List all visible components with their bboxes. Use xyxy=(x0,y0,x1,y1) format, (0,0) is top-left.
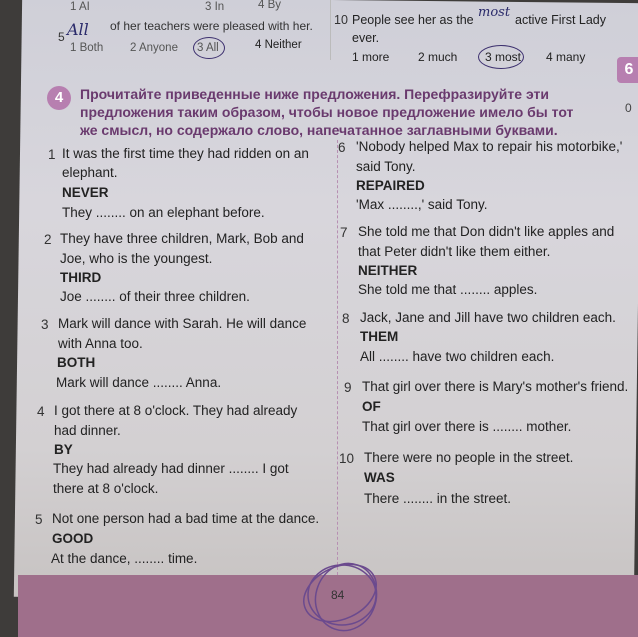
prev-option: 3 In xyxy=(205,1,225,13)
question-text: People see her as the xyxy=(352,13,474,27)
answer-line: Mark will dance ........ Anna. xyxy=(56,375,222,390)
answer-line: Joe ........ of their three children. xyxy=(60,289,250,304)
key-word: BY xyxy=(54,442,73,457)
section-tab: 6 xyxy=(617,57,638,83)
item-text: had dinner. xyxy=(54,423,121,438)
item-number: 4 xyxy=(37,404,45,419)
exercise-number-badge: 4 xyxy=(47,86,71,110)
item-text: said Tony. xyxy=(356,159,416,174)
instruction-line: же смысл, но содержало слово, напечатанное заглавными буквами. xyxy=(80,122,558,138)
item-text: Jack, Jane and Jill have two children each. xyxy=(360,310,616,325)
key-word: BOTH xyxy=(57,355,96,370)
answer-line: They had already had dinner ........ I got xyxy=(53,461,289,476)
answer-line: She told me that ........ apples. xyxy=(358,282,538,297)
item-number: 9 xyxy=(344,380,352,395)
item-number: 7 xyxy=(340,225,348,240)
page-number: 84 xyxy=(331,588,345,602)
question-text: ever. xyxy=(352,31,380,45)
item-number: 5 xyxy=(35,512,43,527)
item-number: 6 xyxy=(338,140,346,155)
instruction-line: предложения таким образом, чтобы новое предложение имело бы тот xyxy=(80,104,574,120)
item-text: that Peter didn't like them either. xyxy=(358,244,551,259)
answer-line: 'Max ........,' said Tony. xyxy=(356,197,488,212)
answer-line: That girl over there is ........ mother. xyxy=(362,419,572,434)
item-text: Not one person had a bad time at the dance. xyxy=(52,511,320,526)
prev-option: 4 By xyxy=(258,0,282,11)
key-word: THEM xyxy=(360,329,399,344)
prev-option: 1 AI xyxy=(70,1,90,13)
item-text: elephant. xyxy=(62,165,118,180)
answer-circle xyxy=(193,37,225,59)
key-word: GOOD xyxy=(52,531,94,546)
item-text: Joe, who is the youngest. xyxy=(60,251,213,266)
answer-line: They ........ on an elephant before. xyxy=(62,205,265,220)
item-text: with Anna too. xyxy=(58,336,143,351)
exercise-instruction xyxy=(80,85,600,139)
key-word: WAS xyxy=(364,470,395,485)
answer-circle xyxy=(478,45,524,69)
answer-line: All ........ have two children each. xyxy=(360,349,555,364)
item-text: I got there at 8 o'clock. They had already xyxy=(54,403,298,418)
item-number: 8 xyxy=(342,311,350,326)
answer-line: At the dance, ........ time. xyxy=(51,551,198,566)
option: 1 more xyxy=(352,50,390,64)
option: 3 All xyxy=(197,42,219,54)
instruction-line: Прочитайте приведенные ниже предложения. Перефразируйте эти xyxy=(80,86,549,102)
answer-line: There ........ in the street. xyxy=(364,491,512,506)
item-text: There were no people in the street. xyxy=(364,450,574,465)
item-number: 1 xyxy=(48,147,56,162)
question-number: 5 xyxy=(58,30,65,44)
item-number: 10 xyxy=(339,451,355,466)
option: 4 many xyxy=(546,50,586,64)
key-word: REPAIRED xyxy=(356,178,425,193)
option: 2 much xyxy=(418,50,458,64)
side-text: 0 xyxy=(625,101,632,115)
item-text: Mark will dance with Sarah. He will dance xyxy=(58,316,307,331)
item-text: 'Nobody helped Max to repair his motorbike,' xyxy=(356,139,623,154)
item-text: She told me that Don didn't like apples and xyxy=(358,224,615,239)
handwritten-answer: All xyxy=(67,20,89,39)
question-text: active First Lady xyxy=(515,13,607,27)
item-text: That girl over there is Mary's mother's friend. xyxy=(362,379,629,394)
option: 4 Neither xyxy=(255,39,302,51)
item-text: They have three children, Mark, Bob and xyxy=(60,231,304,246)
column-divider xyxy=(337,140,338,585)
key-word: NEITHER xyxy=(358,263,418,278)
item-number: 3 xyxy=(41,317,49,332)
item-number: 2 xyxy=(44,232,52,247)
question-number: 10 xyxy=(334,13,348,27)
answer-line: there at 8 o'clock. xyxy=(53,481,159,496)
option: 2 Anyone xyxy=(130,42,178,54)
question-text: of her teachers were pleased with her. xyxy=(110,19,313,33)
handwritten-answer: most xyxy=(478,5,511,20)
option: 3 most xyxy=(485,50,522,64)
key-word: NEVER xyxy=(62,185,109,200)
option: 1 Both xyxy=(70,42,104,54)
key-word: OF xyxy=(362,399,381,414)
key-word: THIRD xyxy=(60,270,102,285)
column-divider-top xyxy=(330,0,331,60)
item-text: It was the first time they had ridden on an xyxy=(62,146,309,161)
decorative-circles xyxy=(290,555,400,637)
